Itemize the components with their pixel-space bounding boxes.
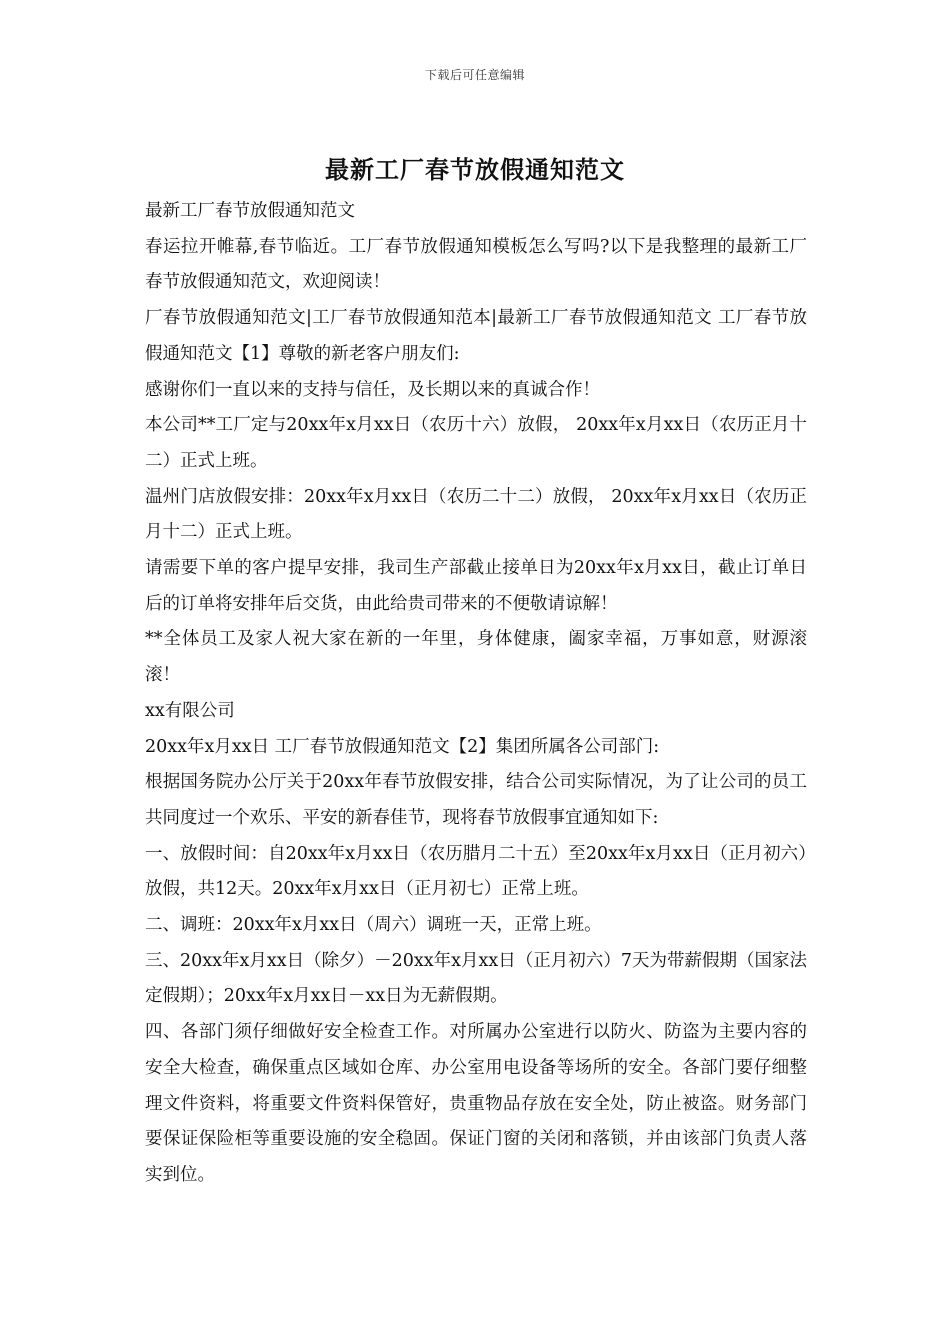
body-paragraph: **全体员工及家人祝大家在新的一年里，身体健康，阖家幸福，万事如意，财源滚滚！ [145, 629, 807, 686]
body-paragraph: 本公司**工厂定与20xx年x月xx日（农历十六）放假， 20xx年x月xx日（农历正月十二）正式上班。 [145, 415, 807, 471]
body-paragraph: 四、各部门须仔细做好安全检查工作。对所属办公室进行以防火、防盗为主要内容的安全大检查，确保重点区域如仓库、办公室用电设备等场所的安全。各部门要仔细整理文件资料，将重要文件资料保管好，贵重物品存放在安全处，防止被盗。财务部门要保证保险柜等重要设施的安全稳固。保证门窗的关闭和落锁，并由该部门负责人落实到位。 [145, 1022, 807, 1185]
body-paragraph: 温州门店放假安排：20xx年x月xx日（农历二十二）放假， 20xx年x月xx日（农历正月十二）正式上班。 [145, 486, 807, 543]
page-header-note: 下载后可任意编辑 [424, 68, 525, 82]
body-paragraph: 二、调班：20xx年x月xx日（周六）调班一天，正常上班。 [145, 915, 602, 936]
body-paragraph: 最新工厂春节放假通知范文 [145, 201, 355, 221]
body-paragraph: 春运拉开帷幕,春节临近。工厂春节放假通知模板怎么写吗?以下是我整理的最新工厂春节放假通知范文，欢迎阅读！ [145, 236, 807, 293]
body-paragraph: 感谢你们一直以来的支持与信任，及长期以来的真诚合作！ [145, 379, 600, 400]
body-paragraph: 一、放假时间：自20xx年x月xx日（农历腊月二十五）至20xx年x月xx日（正月初六）放假，共12天。20xx年x月xx日（正月初七）正常上班。 [145, 843, 807, 900]
body-paragraph: 20xx年x月xx日 工厂春节放假通知范文【2】集团所属各公司部门: [145, 736, 660, 757]
body-paragraph: 三、20xx年x月xx日（除夕）－20xx年x月xx日（正月初六）7天为带薪假期（国家法定假期）；20xx年x月xx日－xx日为无薪假期。 [145, 950, 807, 1007]
body-paragraph: xx有限公司 [145, 700, 235, 721]
body-paragraph: 请需要下单的客户提早安排，我司生产部截止接单日为20xx年x月xx日，截止订单日后的订单将安排年后交货，由此给贵司带来的不便敬请谅解！ [145, 558, 807, 614]
body-paragraph: 根据国务院办公厅关于20xx年春节放假安排，结合公司实际情况，为了让公司的员工共同度过一个欢乐、平安的新春佳节，现将春节放假事宜通知如下: [145, 772, 807, 828]
document-title: 最新工厂春节放假通知范文 [325, 155, 625, 184]
document-body [145, 194, 807, 1194]
body-paragraph: 厂春节放假通知范文|工厂春节放假通知范本|最新工厂春节放假通知范文 工厂春节放假通知范文【1】尊敬的新老客户朋友们: [145, 308, 807, 364]
